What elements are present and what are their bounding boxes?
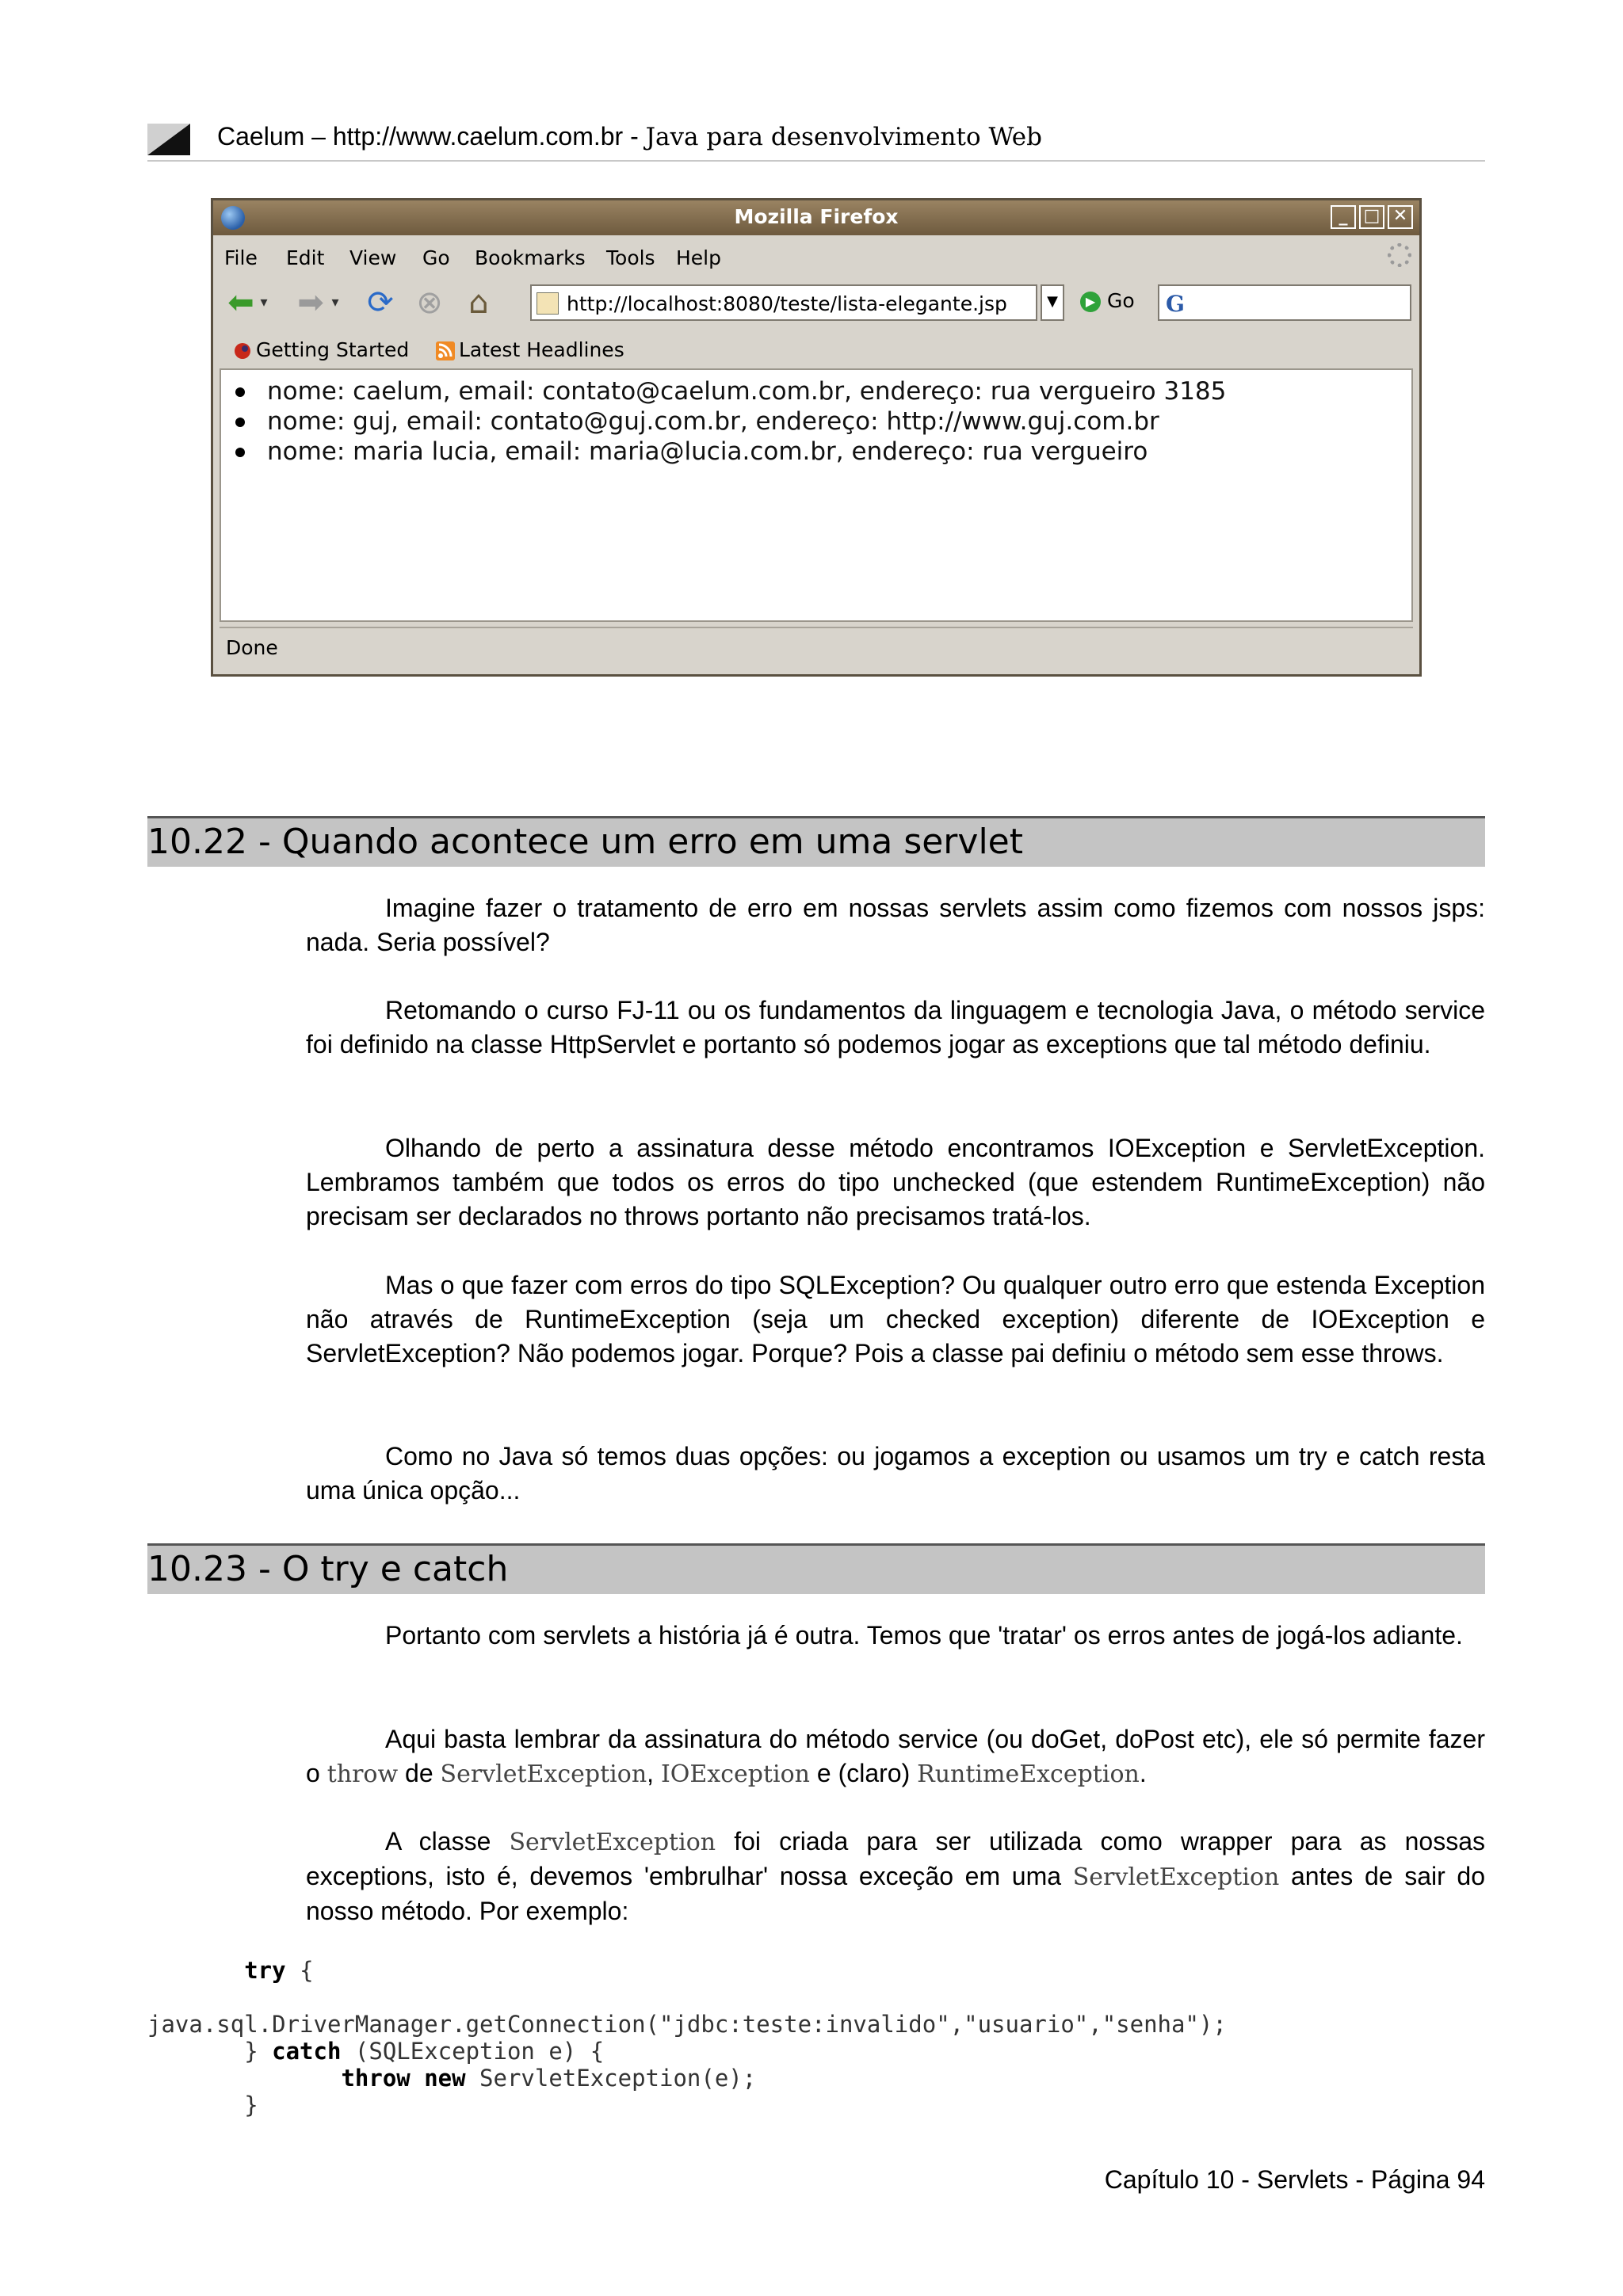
forward-dropdown-icon[interactable]: ▾: [331, 294, 339, 311]
back-arrow-icon[interactable]: ⬅: [227, 284, 254, 321]
firefox-bookmark-icon: [232, 341, 253, 360]
bookmark-getting-started[interactable]: Getting Started: [232, 338, 409, 361]
paragraph: A classe ServletException foi criada para ser utilizada como wrapper para as nossas exceptions, isto é, devemos 'embrulhar' nossa exceção em uma ServletException antes de sair do nosso método. Por exemplo:: [306, 1827, 1486, 1925]
maximize-icon[interactable]: □: [1359, 205, 1384, 229]
go-arrow-icon: ▶: [1080, 292, 1101, 312]
bullet-icon: [235, 387, 245, 397]
section-heading-10-22: 10.22 - Quando acontece um erro em uma servlet: [147, 816, 1485, 867]
list-item: nome: caelum, email: contato@caelum.com.br, endereço: rua vergueiro 3185: [232, 376, 1226, 406]
menu-file[interactable]: File: [224, 246, 258, 269]
menu-edit[interactable]: Edit: [286, 246, 325, 269]
google-search-icon[interactable]: G: [1166, 291, 1185, 317]
menu-bar: [213, 237, 1419, 277]
code-line: [147, 1984, 1227, 2011]
firefox-screenshot: [211, 198, 1422, 677]
menu-help[interactable]: Help: [676, 246, 721, 269]
url-bar[interactable]: [530, 284, 1037, 321]
bullet-icon: [235, 418, 245, 427]
rss-feed-icon: [435, 341, 456, 360]
paragraph: Olhando de perto a assinatura desse método encontramos IOException e ServletException. Lembramos também que todos os erros do tipo unchecked (que estendem RuntimeException) não precisam ser declarados no throws portanto não precisamos tratá-los.: [306, 1134, 1485, 1230]
back-dropdown-icon[interactable]: ▾: [260, 294, 268, 311]
search-input[interactable]: [1158, 284, 1411, 321]
paragraph: Imagine fazer o tratamento de erro em nossas servlets assim como fizemos com nossos jsps: nada. Seria possível?: [306, 894, 1485, 956]
window-controls: [1327, 205, 1413, 229]
stop-icon[interactable]: ⊗: [416, 284, 443, 321]
code-line: try {: [244, 1957, 314, 1984]
home-icon[interactable]: ⌂: [468, 284, 489, 321]
go-button[interactable]: ▶ Go: [1080, 289, 1135, 312]
contact-list: [232, 376, 1226, 467]
menu-tools[interactable]: Tools: [606, 246, 655, 269]
code-line: throw new ServletException(e);: [341, 2065, 757, 2092]
paragraph: Como no Java só temos duas opções: ou jogamos a exception ou usamos um try e catch resta uma única opção...: [306, 1442, 1485, 1505]
close-icon[interactable]: ✕: [1388, 205, 1413, 229]
url-text: http://localhost:8080/teste/lista-elegante.jsp: [567, 292, 1007, 315]
forward-arrow-icon[interactable]: ➡: [297, 284, 324, 321]
window-title: Mozilla Firefox: [734, 205, 899, 228]
minimize-icon[interactable]: _: [1331, 205, 1356, 229]
paragraph: Mas o que fazer com erros do tipo SQLException? Ou qualquer outro erro que estenda Exception não através de RuntimeException (seja um checked exception) diferente de IOException e ServletException? Não podemos jogar. Porque? Pois a classe pai definiu o método sem esse throws.: [306, 1271, 1485, 1367]
bookmarks-toolbar: [213, 329, 1419, 368]
code-line: java.sql.DriverManager.getConnection("jdbc:teste:invalido","usuario","senha");: [147, 2011, 1227, 2038]
bookmark-latest-headlines[interactable]: Latest Headlines: [435, 338, 624, 361]
list-item: nome: maria lucia, email: maria@lucia.com.br, endereço: rua vergueiro: [232, 437, 1226, 467]
page-icon: [537, 292, 559, 315]
throbber-icon: [1388, 243, 1411, 267]
section-heading-10-23: 10.23 - O try e catch: [147, 1543, 1485, 1594]
menu-view[interactable]: View: [349, 246, 397, 269]
code-line: }: [244, 2092, 258, 2119]
paragraph: Portanto com servlets a história já é outra. Temos que 'tratar' os erros antes de jogá-los adiante.: [385, 1621, 1463, 1650]
status-bar: [220, 627, 1413, 668]
code-line: } catch (SQLException e) {: [244, 2038, 605, 2065]
menu-go[interactable]: Go: [422, 246, 450, 269]
window-titlebar: [213, 200, 1419, 235]
paragraph: Retomando o curso FJ-11 ou os fundamentos da linguagem e tecnologia Java, o método service foi definido na classe HttpServlet e portanto só podemos jogar as exceptions que tal método definiu.: [306, 996, 1485, 1058]
code-block: [147, 1957, 1227, 2119]
paragraph: Aqui basta lembrar da assinatura do método service (ou doGet, doPost etc), ele só permite fazer o throw de ServletException, IOException e (claro) RuntimeException.: [306, 1725, 1485, 1788]
bullet-icon: [235, 448, 245, 457]
page-content-pane: [220, 368, 1413, 622]
status-text: Done: [226, 636, 278, 659]
header-text: Caelum – http://www.caelum.com.br - Java para desenvolvimento Web: [217, 122, 1042, 151]
reload-icon[interactable]: ⟳: [367, 284, 394, 321]
page-header: [147, 117, 1485, 162]
url-dropdown-icon[interactable]: ▼: [1041, 284, 1064, 321]
list-item: nome: guj, email: contato@guj.com.br, endereço: http://www.guj.com.br: [232, 406, 1226, 437]
menu-bookmarks[interactable]: Bookmarks: [475, 246, 586, 269]
caelum-logo-icon: [147, 124, 190, 155]
page-footer: Capítulo 10 - Servlets - Página 94: [1104, 2165, 1485, 2194]
